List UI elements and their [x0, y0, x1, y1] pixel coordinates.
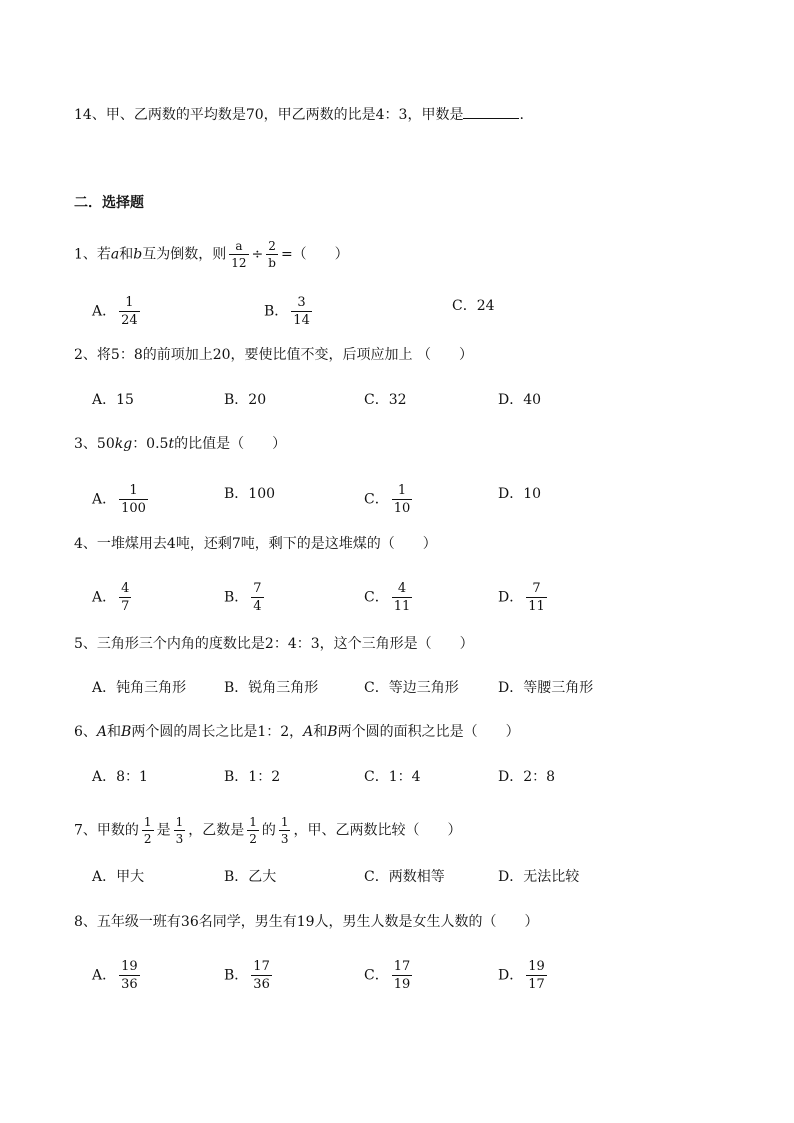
q3-mid: ：0.5: [132, 436, 169, 452]
q6-option-a[interactable]: A．8：1: [92, 769, 148, 785]
q7-option-c[interactable]: C．两数相等: [364, 869, 445, 885]
q7-option-b[interactable]: B．乙大: [224, 869, 277, 885]
q3-option-b[interactable]: B．100: [224, 486, 276, 502]
q7-part-4: 的: [261, 822, 276, 839]
q1-divide-sign: ÷: [251, 246, 264, 263]
q6-var-a2: A: [303, 724, 314, 740]
q6-option-b[interactable]: B．1：2: [224, 769, 281, 785]
q3-option-c[interactable]: C． $\frac{1}{10}$: [364, 483, 411, 516]
q1-prefix: 1、若: [74, 246, 111, 263]
question-4: 4、一堆煤用去4吨，还剩7吨，剩下的是这堆煤的（ ）: [74, 536, 437, 552]
q3-prefix: 3、50: [74, 436, 115, 452]
q2-option-c[interactable]: C．32: [364, 392, 407, 408]
q6-var-b2: B: [327, 724, 338, 740]
question-1: [74, 240, 349, 269]
q3-unit-kg: kg: [114, 436, 133, 452]
q3-suffix: 的比值是（ ）: [174, 436, 287, 452]
section-title: 二．选择题: [74, 195, 144, 211]
question-14: [74, 104, 524, 125]
q6-suffix: 两个圆的面积之比是（ ）: [337, 724, 520, 740]
q7-part-1: 7、甲数的: [74, 822, 139, 839]
q7-fraction-1: $\frac{1}{2}$: [143, 815, 152, 846]
q2-option-b[interactable]: B．20: [224, 392, 267, 408]
q3-option-a[interactable]: A． $\frac{1}{100}$: [92, 483, 146, 516]
q7-part-2: 是: [156, 822, 171, 839]
question-2: 2、将5：8的前项加上20，要使比值不变，后项应加上 （ ）: [74, 347, 473, 363]
q8-option-d[interactable]: D． $\frac{19}{17}$: [498, 959, 545, 992]
q1-suffix: =（ ）: [280, 246, 349, 263]
q4-option-b[interactable]: B． $\frac{7}{4}$: [224, 581, 262, 614]
q2-option-a[interactable]: A．15: [92, 392, 134, 408]
question-7: [74, 816, 461, 845]
question-6: [74, 722, 520, 742]
q8-option-a[interactable]: A． $\frac{19}{36}$: [92, 959, 138, 992]
q1-option-b[interactable]: B． $\frac{3}{14}$: [264, 295, 310, 328]
q2-option-d[interactable]: D．40: [498, 392, 542, 408]
q8-option-c[interactable]: C． $\frac{17}{19}$: [364, 959, 411, 992]
q3-unit-t: t: [168, 436, 175, 452]
q1-fraction-2: $\frac{2}{b}$: [268, 239, 276, 270]
question-14-end: .: [519, 107, 524, 123]
question-8: 8、五年级一班有36名同学，男生有19人，男生人数是女生人数的（ ）: [74, 914, 539, 930]
q4-option-a[interactable]: A． $\frac{4}{7}$: [92, 581, 130, 614]
q7-fraction-4: $\frac{1}{3}$: [280, 815, 289, 846]
q1-mid1: 和: [119, 246, 134, 263]
q1-fraction-1: $\frac{a}{12}$: [231, 239, 247, 270]
q7-option-a[interactable]: A．甲大: [92, 869, 145, 885]
q6-prefix: 6、: [74, 724, 97, 740]
q6-var-a: A: [96, 724, 108, 740]
q6-option-d[interactable]: D．2：8: [498, 769, 556, 785]
q1-var-b: b: [133, 246, 143, 263]
q5-option-c[interactable]: C．等边三角形: [364, 680, 459, 696]
q5-option-a[interactable]: A．钝角三角形: [92, 680, 187, 696]
answer-blank[interactable]: [463, 104, 519, 119]
q5-option-d[interactable]: D．等腰三角形: [498, 680, 594, 696]
q7-fraction-3: $\frac{1}{2}$: [249, 815, 257, 846]
q1-var-a: a: [110, 246, 120, 263]
q1-mid2: 互为倒数，则: [142, 246, 227, 263]
q3-option-d[interactable]: D．10: [498, 486, 542, 502]
q4-option-c[interactable]: C． $\frac{4}{11}$: [364, 581, 411, 614]
q6-var-b: B: [121, 724, 132, 740]
q8-option-b[interactable]: B． $\frac{17}{36}$: [224, 959, 270, 992]
q6-option-c[interactable]: C．1：4: [364, 769, 421, 785]
q6-mid3: 和: [313, 724, 328, 740]
q6-mid1: 和: [107, 724, 122, 740]
q5-option-b[interactable]: B．锐角三角形: [224, 680, 319, 696]
q6-mid2: 两个圆的周长之比是1：2，: [131, 724, 304, 740]
question-5: 5、三角形三个内角的度数比是2：4：3，这个三角形是（ ）: [74, 636, 474, 652]
q1-option-c[interactable]: C．24: [452, 298, 495, 314]
q7-part-3: ，乙数是: [188, 822, 245, 839]
question-14-text: 14、甲、乙两数的平均数是70，甲乙两数的比是4：3，甲数是: [74, 107, 464, 123]
q7-fraction-2: $\frac{1}{3}$: [175, 815, 184, 846]
q1-option-a[interactable]: A． $\frac{1}{24}$: [92, 295, 138, 328]
q7-part-5: ，甲、乙两数比较（ ）: [293, 822, 462, 839]
q7-option-d[interactable]: D．无法比较: [498, 869, 580, 885]
question-3: [74, 434, 286, 454]
q4-option-d[interactable]: D． $\frac{7}{11}$: [498, 581, 545, 614]
